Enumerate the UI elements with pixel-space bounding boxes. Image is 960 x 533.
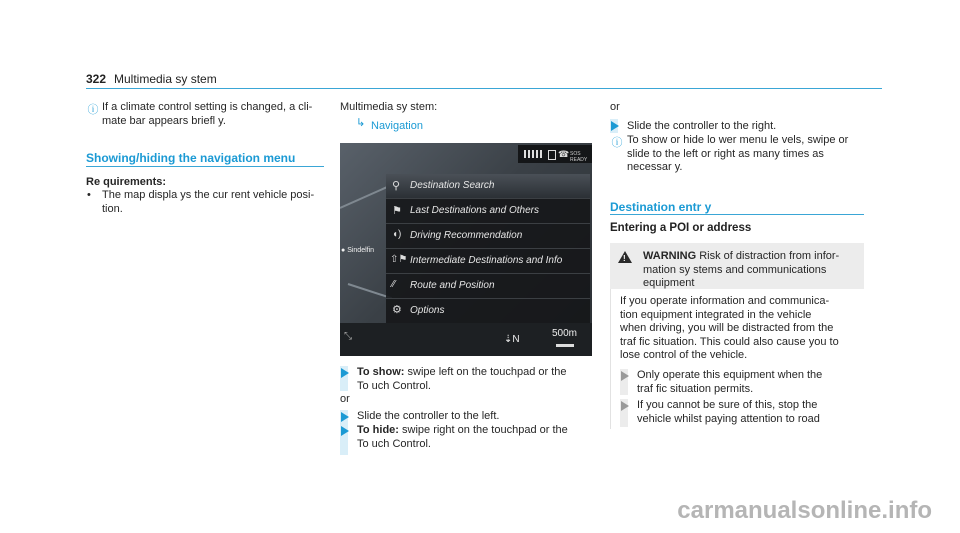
requirement-item bbox=[102, 189, 314, 216]
note-line: necessar y. bbox=[627, 161, 683, 173]
warning-line: lose control of the vehicle. bbox=[620, 349, 748, 361]
section-heading: Showing/hiding the navigation menu bbox=[86, 151, 296, 165]
warning-step-line: traf fic situation permits. bbox=[637, 382, 754, 395]
step-arrow-icon bbox=[621, 371, 629, 381]
compass-letter: N bbox=[512, 334, 520, 345]
search-icon: ⚲ bbox=[392, 180, 401, 192]
scale-bar bbox=[556, 344, 574, 347]
info-icon: ⓘ bbox=[87, 104, 99, 116]
speaker-icon: ◖) bbox=[392, 229, 402, 240]
note-line: slide to the left or right as many times as bbox=[627, 147, 824, 160]
menu-item-destination-search[interactable] bbox=[386, 174, 590, 199]
warning-line: traf fic situation. This could also cause you to bbox=[620, 335, 839, 348]
menu-item-options[interactable] bbox=[386, 299, 590, 323]
warning-step-line: Only operate this equipment when the bbox=[637, 369, 823, 381]
step-show-text: swipe left on the touchpad or the bbox=[404, 366, 567, 378]
compass-indicator: ⇣N bbox=[504, 334, 520, 345]
step-hide bbox=[357, 424, 568, 451]
menu-item-last-destinations[interactable] bbox=[386, 199, 590, 224]
navigation-screenshot bbox=[340, 143, 592, 356]
climate-note-line: mate bar appears briefl y. bbox=[102, 114, 226, 127]
arrow-right-icon: ↳ bbox=[356, 117, 366, 129]
menu-item-intermediate-destinations[interactable] bbox=[386, 249, 590, 274]
menu-levels-note bbox=[627, 134, 848, 175]
subheading: Entering a POI or address bbox=[610, 222, 752, 234]
warning-line: tion equipment integrated in the vehicle bbox=[620, 308, 812, 321]
step-show bbox=[357, 366, 567, 393]
warning-line: If you operate information and communica- bbox=[620, 295, 830, 307]
map-bottom-bar bbox=[340, 323, 592, 356]
gear-icon: ⚙ bbox=[392, 304, 402, 316]
phone-icon: ☎ bbox=[558, 149, 570, 159]
step-arrow-icon bbox=[611, 121, 619, 131]
status-bar bbox=[518, 145, 592, 163]
step-hide-label: To hide: bbox=[357, 424, 399, 436]
warning-title-text: mation sy stems and communications bbox=[643, 263, 827, 276]
battery-icon bbox=[548, 150, 556, 160]
warning-step-line: If you cannot be sure of this, stop the bbox=[637, 399, 818, 411]
warning-exclamation: ! bbox=[623, 254, 626, 263]
menu-item-route-position[interactable] bbox=[386, 274, 590, 299]
bullet-icon: • bbox=[87, 189, 91, 201]
menu-item-label: Destination Search bbox=[410, 180, 495, 191]
or-text: or bbox=[340, 393, 350, 405]
step-arrow-icon bbox=[341, 412, 349, 422]
city-name: Sindelfin bbox=[347, 247, 375, 254]
menu-item-driving-recommendation[interactable] bbox=[386, 224, 590, 249]
warning-title-text: Risk of distraction from infor- bbox=[696, 250, 840, 262]
step-arrow-icon bbox=[341, 426, 349, 436]
menu-item-label: Last Destinations and Others bbox=[410, 205, 539, 216]
route-flag-icon: ⇧⚑ bbox=[390, 254, 408, 265]
step-slide-right: Slide the controller to the right. bbox=[627, 120, 777, 132]
heading-rule bbox=[610, 214, 864, 215]
step-slide-left: Slide the controller to the left. bbox=[357, 410, 500, 422]
section-title: Multimedia sy stem bbox=[114, 72, 217, 86]
requirement-line: The map displa ys the cur rent vehicle posi- bbox=[102, 189, 315, 201]
flag-icon: ⚑ bbox=[392, 205, 402, 217]
or-text: or bbox=[610, 101, 620, 113]
heading-rule bbox=[86, 166, 324, 167]
step-hide-text: To uch Control. bbox=[357, 437, 431, 450]
step-show-label: To show: bbox=[357, 366, 405, 378]
warning-title bbox=[643, 250, 861, 291]
warning-text bbox=[620, 295, 839, 363]
menu-item-label: Route and Position bbox=[410, 280, 495, 291]
requirements-label: Re quirements: bbox=[86, 176, 167, 188]
header-rule bbox=[86, 88, 882, 89]
intro-text: Multimedia sy stem: bbox=[340, 101, 438, 113]
menu-item-label: Intermediate Destinations and Info bbox=[410, 255, 563, 266]
road-icon: ⁄⁄ bbox=[392, 279, 396, 290]
warning-body bbox=[610, 289, 865, 429]
warning-label: WARNING bbox=[643, 250, 697, 262]
warning-step-operate bbox=[637, 369, 822, 396]
step-hide-text: swipe right on the touchpad or the bbox=[398, 424, 568, 436]
step-arrow-icon bbox=[341, 368, 349, 378]
zoom-icon: ⤡ bbox=[344, 331, 352, 342]
climate-note-line: If a climate control setting is changed, a cli- bbox=[102, 101, 313, 113]
navigation-link[interactable]: Navigation bbox=[371, 120, 423, 132]
warning-step-line: vehicle whilst paying attention to road bbox=[637, 412, 820, 425]
warning-step-stop bbox=[637, 399, 820, 426]
city-label: ● Sindelfin bbox=[341, 247, 375, 254]
info-icon: ⓘ bbox=[611, 137, 623, 149]
warning-title-text: equipment bbox=[643, 277, 695, 289]
watermark: carmanualsonline.info bbox=[677, 497, 932, 524]
navigation-menu bbox=[386, 174, 590, 323]
warning-line: when driving, you will be distracted from the bbox=[620, 322, 834, 334]
menu-item-label: Options bbox=[410, 305, 445, 316]
map-scale: 500m bbox=[552, 328, 578, 339]
menu-item-label: Driving Recommendation bbox=[410, 230, 523, 241]
signal-icon bbox=[524, 150, 542, 158]
step-show-text: To uch Control. bbox=[357, 379, 431, 392]
warning-box bbox=[610, 243, 864, 289]
requirement-line: tion. bbox=[102, 202, 123, 215]
note-line: To show or hide lo wer menu le vels, swipe or bbox=[627, 134, 849, 146]
page-number: 322 bbox=[86, 72, 107, 86]
climate-note bbox=[102, 101, 312, 128]
step-arrow-icon bbox=[621, 401, 629, 411]
sos-status: SOS READY bbox=[570, 151, 588, 163]
section-heading: Destination entr y bbox=[610, 200, 712, 214]
